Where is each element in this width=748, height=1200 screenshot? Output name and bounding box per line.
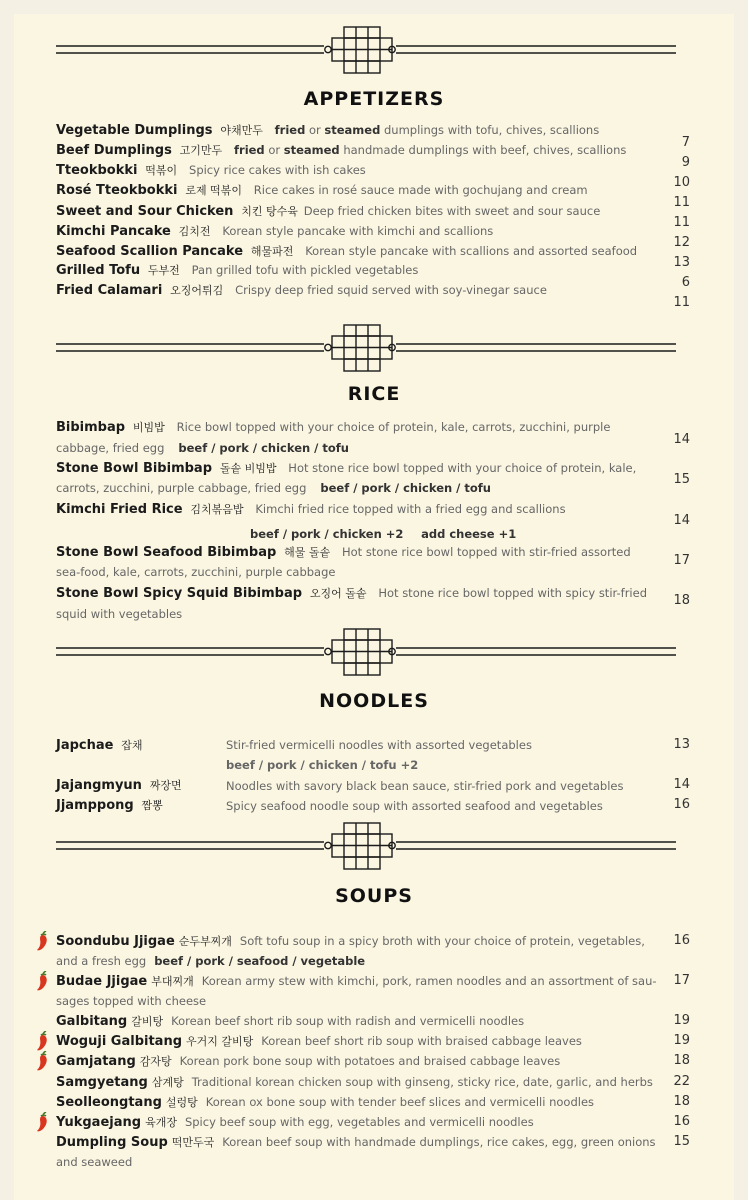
item-description: Hot stone rice bowl topped with stir-fried assorted [341,545,631,559]
menu-item [56,797,171,813]
item-description-continued: carrots, zucchini, purple cabbage, fried egg beef / pork / chicken / tofu [56,481,491,495]
item-price: 18 [673,1053,690,1068]
chili-pepper-icon [34,971,50,989]
item-price: 22 [673,1074,690,1089]
item-korean-name: 오징어 돌솥 [309,587,367,600]
menu-item [56,1013,524,1029]
item-price: 12 [673,235,690,250]
item-name: Woguji Galbitang [56,1034,183,1049]
item-name: Stone Bowl Bibimbap [56,461,212,476]
item-description: Stir-fried vermicelli noodles with assorted vegetables [226,738,532,752]
item-price: 19 [673,1013,690,1028]
item-price: 16 [673,1114,690,1129]
item-name: Gamjatang [56,1054,136,1069]
menu-item [56,262,418,278]
item-description: Spicy rice cakes with ish cakes [189,163,366,177]
item-price: 6 [681,275,690,290]
item-korean-name: 치킨 탕수육 [241,205,298,218]
menu-item [56,501,566,517]
menu-item [56,1134,656,1150]
item-description: Soft tofu soup in a spicy broth with your choice of protein, vegetables, [239,934,645,948]
item-name: Seolleongtang [56,1095,162,1110]
menu-item [56,419,610,435]
item-korean-name: 갈비탕 [131,1015,164,1028]
item-korean-name: 짬뽕 [141,799,163,812]
menu-item [56,933,645,949]
item-korean-name: 로제 떡볶이 [185,184,242,197]
item-korean-name: 부대찌개 [151,975,194,988]
item-description: Deep fried chicken bites with sweet and sour sauce [303,204,601,218]
item-price: 14 [673,432,690,447]
item-name: Stone Bowl Seafood Bibimbap [56,545,277,560]
item-name: Soondubu Jjigae [56,934,175,949]
menu-item [56,544,631,560]
item-price: 13 [673,255,690,270]
item-korean-name: 우거지 갈비탕 [186,1035,254,1048]
item-description: Rice bowl topped with your choice of protein, kale, carrots, zucchini, purple [176,420,611,434]
chili-pepper-icon [34,1051,50,1069]
item-description-continued: and a fresh egg beef / pork / seafood / vegetable [56,954,366,968]
item-korean-name: 짜장면 [149,779,182,792]
item-name: Galbitang [56,1014,128,1029]
item-description: Kimchi fried rice topped with a fried egg and scallions [255,502,566,516]
item-options: beef / pork / seafood / vegetable [154,954,366,968]
item-korean-name: 고기만두 [179,144,223,157]
item-name: Rosé Tteokbokki [56,183,178,198]
item-korean-name: 비빔밥 [132,421,165,434]
item-price: 11 [673,295,690,310]
item-name: Vegetable Dumplings [56,123,213,138]
item-price: 14 [673,777,690,792]
item-name: Fried Calamari [56,283,163,298]
item-korean-name: 돌솥 비빔밥 [219,462,277,475]
item-name: Budae Jjigae [56,974,148,989]
item-price: 18 [673,1094,690,1109]
item-korean-name: 삼계탕 [151,1076,184,1089]
item-korean-name: 해물 돌솥 [284,546,331,559]
item-description: Crispy deep fried squid served with soy-vinegar sauce [235,283,547,297]
ornamental-divider-icon [42,820,678,872]
item-options-row [250,527,516,541]
item-description: Korean style pancake with scallions and assorted seafood [305,244,638,258]
item-price: 17 [673,973,690,988]
item-korean-name: 순두부찌개 [178,935,232,948]
item-description: fried or steamed dumplings with tofu, chives, scallions [274,123,600,137]
item-description: Traditional korean chicken soup with ginseng, sticky rice, date, garlic, and herbs [191,1075,653,1089]
item-description: Pan grilled tofu with pickled vegetables [191,263,419,277]
section-heading-rice: RICE [347,383,401,405]
item-korean-name: 김치볶음밥 [190,503,244,516]
menu-item [56,122,599,138]
item-description: Korean ox bone soup with tender beef slices and vermicelli noodles [205,1095,595,1109]
item-name: Kimchi Fried Rice [56,502,183,517]
item-description: Rice cakes in rosé sauce made with gochujang and cream [253,183,588,197]
item-description: Korean style pancake with kimchi and scallions [222,224,494,238]
item-price: 10 [673,175,690,190]
item-price: 16 [673,933,690,948]
item-description: Noodles with savory black bean sauce, stir-fried pork and vegetables [226,779,624,793]
item-description: Spicy seafood noodle soup with assorted seafood and vegetables [226,799,603,813]
menu-item [56,182,588,198]
item-description: Korean beef short rib soup with radish and vermicelli noodles [171,1014,525,1028]
section-heading-noodles: NOODLES [319,690,429,712]
item-price: 17 [673,553,690,568]
item-description-continued: sages topped with cheese [56,994,207,1008]
item-options: beef / pork / chicken / tofu [178,441,349,455]
menu-item [56,243,637,259]
ornamental-divider-icon [42,24,678,76]
section-heading-soups: SOUPS [335,885,413,907]
item-korean-name: 오징어튀김 [170,284,224,297]
item-name: Japchae [56,738,114,753]
item-options: beef / pork / chicken / tofu +2 [226,758,419,772]
ornamental-divider-icon [42,322,678,374]
item-addon: add cheese +1 [421,527,517,541]
item-price: 11 [673,215,690,230]
menu-item [56,585,647,601]
item-korean-name: 야채만두 [220,124,263,137]
item-korean-name: 두부전 [147,264,180,277]
item-description: Hot stone rice bowl topped with spicy stir-fried [378,586,647,600]
item-description: Korean pork bone soup with potatoes and braised cabbage leaves [179,1054,561,1068]
item-korean-name: 떡볶이 [145,164,178,177]
item-name: Jjamppong [56,798,134,813]
item-description-continued: squid with vegetables [56,607,183,621]
item-price: 11 [673,195,690,210]
item-price: 15 [673,472,690,487]
item-description-continued: cabbage, fried egg beef / pork / chicken / tofu [56,441,349,455]
item-korean-name: 감자탕 [139,1055,172,1068]
menu-item [56,1114,534,1130]
item-description: Korean beef short rib soup with braised cabbage leaves [261,1034,582,1048]
item-name: Jajangmyun [56,778,142,793]
item-price: 15 [673,1134,690,1149]
item-price: 9 [681,155,690,170]
item-options: beef / pork / chicken +2 [250,527,404,541]
menu-item [56,737,151,753]
item-korean-name: 설렁탕 [165,1096,198,1109]
item-name: Dumpling Soup [56,1135,168,1150]
item-name: Sweet and Sour Chicken [56,204,234,219]
menu-item [56,1033,582,1049]
item-description-continued: and seaweed [56,1155,133,1169]
menu-item [56,1053,560,1069]
ornamental-divider-icon [42,626,678,678]
menu-item [56,162,366,178]
item-price: 13 [673,737,690,752]
item-description: Spicy beef soup with egg, vegetables and vermicelli noodles [184,1115,534,1129]
item-name: Kimchi Pancake [56,224,171,239]
menu-item [56,203,600,219]
item-name: Stone Bowl Spicy Squid Bibimbap [56,586,303,601]
item-korean-name: 잡채 [121,739,143,752]
item-price: 18 [673,593,690,608]
menu-item [56,223,493,239]
menu-item [56,282,547,298]
chili-pepper-icon [34,1031,50,1049]
item-price: 16 [673,797,690,812]
item-options: beef / pork / chicken / tofu [320,481,491,495]
item-description: fried or steamed handmade dumplings with beef, chives, scallions [234,143,627,157]
item-price: 19 [673,1033,690,1048]
item-name: Beef Dumplings [56,143,172,158]
item-korean-name: 육개장 [145,1116,177,1129]
item-description: Hot stone rice bowl topped with your choice of protein, kale, [288,461,637,475]
menu-item [56,460,636,476]
menu-item [56,973,657,989]
item-description: Korean army stew with kimchi, pork, ramen noodles and an assortment of sau- [201,974,657,988]
item-price: 14 [673,513,690,528]
chili-pepper-icon [34,1112,50,1130]
item-name: Samgyetang [56,1075,148,1090]
item-korean-name: 해물파전 [250,245,294,258]
item-korean-name: 김치전 [178,225,211,238]
item-price: 7 [681,135,690,150]
item-name: Seafood Scallion Pancake [56,244,244,259]
item-name: Tteokbokki [56,163,138,178]
item-name: Yukgaejang [56,1115,142,1130]
menu-item [56,142,626,158]
item-name: Grilled Tofu [56,263,141,278]
menu-item [56,1094,594,1110]
item-name: Bibimbap [56,420,126,435]
item-description: Korean beef soup with handmade dumplings, rice cakes, egg, green onions [222,1135,656,1149]
item-korean-name: 떡만두국 [171,1136,215,1149]
menu-item [56,777,190,793]
item-description-continued: sea-food, kale, carrots, zucchini, purple cabbage [56,565,336,579]
chili-pepper-icon [34,931,50,949]
menu-item [56,1074,653,1090]
section-heading-appetizers: APPETIZERS [303,88,445,110]
